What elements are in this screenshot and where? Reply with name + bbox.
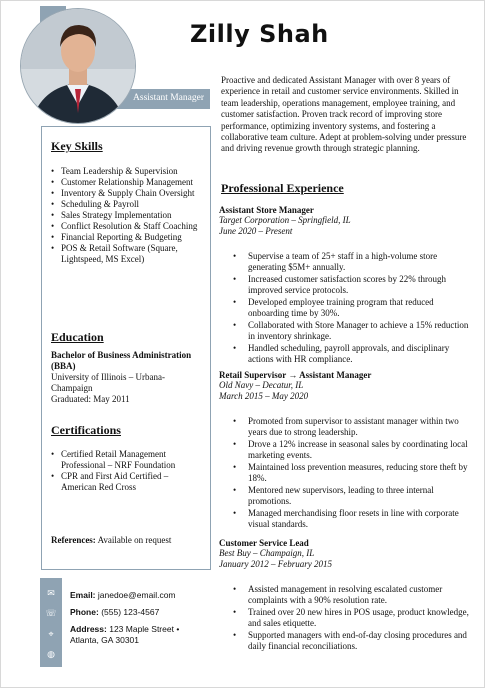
address-label: Address: bbox=[70, 624, 107, 634]
experience-heading: Professional Experience bbox=[221, 181, 344, 195]
school: University of Illinois – Urbana-Champaign bbox=[51, 372, 165, 393]
skill-item: • Sales Strategy Implementation bbox=[51, 210, 201, 221]
envelope-icon: ✉ bbox=[47, 588, 55, 598]
job-3 bbox=[219, 538, 469, 653]
role-title: Assistant Manager bbox=[133, 93, 204, 103]
job-dates: January 2012 – February 2015 bbox=[219, 559, 332, 569]
job-dates: March 2015 – May 2020 bbox=[219, 391, 309, 401]
address-street: 123 Maple Street • bbox=[109, 624, 180, 634]
candidate-name: Zilly Shah bbox=[190, 20, 329, 48]
education-heading: Education bbox=[51, 330, 104, 344]
job-1 bbox=[219, 205, 469, 366]
globe-icon: ◍ bbox=[47, 649, 55, 659]
job-company: Target Corporation – Springfield, IL bbox=[219, 215, 351, 225]
skill-item: • Customer Relationship Management bbox=[51, 177, 201, 188]
certification-item: • Certified Retail Management Professional – NRF Foundation bbox=[51, 449, 201, 471]
job-bullets bbox=[248, 416, 469, 530]
address-line bbox=[70, 624, 210, 646]
location-pin-icon: ⌖ bbox=[48, 629, 54, 639]
job-company: Old Navy – Decatur, IL bbox=[219, 380, 304, 390]
certifications-list bbox=[51, 449, 201, 493]
job-bullet: • Supervise a team of 25+ staff in a high-volume store generating $5M+ annually. bbox=[248, 251, 469, 273]
phone-value: (555) 123-4567 bbox=[101, 607, 160, 617]
job-bullet: • Developed employee training program that reduced onboarding time by 30%. bbox=[248, 297, 469, 319]
skill-item: • Team Leadership & Supervision bbox=[51, 166, 201, 177]
phone-line bbox=[70, 607, 210, 618]
references-label: References: bbox=[51, 535, 96, 545]
job-bullets bbox=[248, 251, 469, 365]
job-bullets bbox=[248, 584, 469, 652]
job-bullet: • Managed merchandising floor resets in line with corporate visual standards. bbox=[248, 508, 469, 530]
job-bullet: • Assisted management in resolving escalated customer complaints with a 90% resolution rate. bbox=[248, 584, 469, 606]
job-title: Assistant Store Manager bbox=[219, 205, 314, 215]
skills-heading: Key Skills bbox=[51, 139, 103, 153]
phone-icon: ☏ bbox=[45, 608, 57, 618]
job-bullet: • Drove a 12% increase in seasonal sales by coordinating local marketing events. bbox=[248, 439, 469, 461]
job-2 bbox=[219, 370, 469, 531]
job-bullet: • Collaborated with Store Manager to achieve a 15% reduction in inventory shrinkage. bbox=[248, 320, 469, 342]
references bbox=[51, 535, 206, 546]
job-bullet: • Supported managers with end-of-day closing procedures and daily financial reconciliations. bbox=[248, 630, 469, 652]
skill-item: • Conflict Resolution & Staff Coaching bbox=[51, 221, 201, 232]
phone-label: Phone: bbox=[70, 607, 99, 617]
job-company: Best Buy – Champaign, IL bbox=[219, 548, 315, 558]
email-line bbox=[70, 590, 210, 601]
skill-item: • POS & Retail Software (Square, Lightspeed, MS Excel) bbox=[51, 243, 201, 265]
certifications-heading: Certifications bbox=[51, 423, 121, 437]
email-label: Email: bbox=[70, 590, 96, 600]
address-city: Atlanta, GA 30301 bbox=[70, 635, 139, 645]
skill-item: • Scheduling & Payroll bbox=[51, 199, 201, 210]
professional-summary: Proactive and dedicated Assistant Manager with over 8 years of experience in retail and customer service environments. Skilled in team leadership, operations management, employee training, and customer satisfaction. Proven track record of improving store performance, optimizing inventory systems, and fostering a collaborative team culture. Adept at problem-solving under pressure and driving revenue growth through strategic planning. bbox=[221, 75, 467, 154]
graduation-date: Graduated: May 2011 bbox=[51, 394, 130, 404]
degree: Bachelor of Business Administration (BBA) bbox=[51, 350, 192, 371]
job-bullet: • Promoted from supervisor to assistant manager within two years due to strong leadership. bbox=[248, 416, 469, 438]
education-block bbox=[51, 350, 201, 405]
skill-item: • Financial Reporting & Budgeting bbox=[51, 232, 201, 243]
certification-item: • CPR and First Aid Certified – American Red Cross bbox=[51, 471, 201, 493]
job-bullet: • Trained over 20 new hires in POS usage, product knowledge, and sales etiquette. bbox=[248, 607, 469, 629]
contact-icon-strip bbox=[40, 578, 62, 667]
job-bullet: • Handled scheduling, payroll approvals, and disciplinary actions with HR compliance. bbox=[248, 343, 469, 365]
references-value: Available on request bbox=[97, 535, 172, 545]
job-bullet: • Mentored new supervisors, leading to three internal promotions. bbox=[248, 485, 469, 507]
contact-block bbox=[70, 590, 210, 646]
skills-list bbox=[51, 166, 201, 265]
skill-item: • Inventory & Supply Chain Oversight bbox=[51, 188, 201, 199]
profile-photo bbox=[20, 8, 136, 124]
job-bullet: • Increased customer satisfaction scores by 22% through improved service protocols. bbox=[248, 274, 469, 296]
job-title: Retail Supervisor → Assistant Manager bbox=[219, 370, 372, 380]
job-title: Customer Service Lead bbox=[219, 538, 309, 548]
job-dates: June 2020 – Present bbox=[219, 226, 293, 236]
job-bullet: • Maintained loss prevention measures, reducing store theft by 18%. bbox=[248, 462, 469, 484]
email-value[interactable]: janedoe@email.com bbox=[97, 590, 176, 600]
